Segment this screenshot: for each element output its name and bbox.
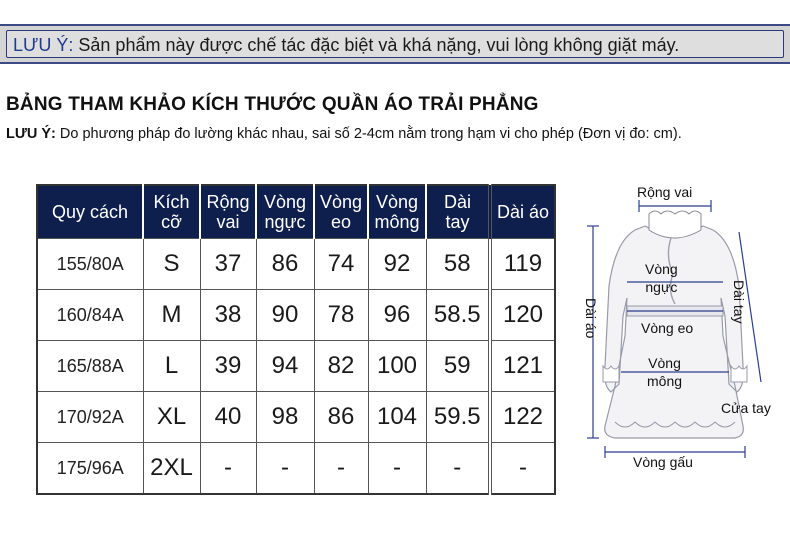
header-shoulder: Rộng vai xyxy=(200,185,256,239)
table-row xyxy=(37,341,555,392)
header-size: Kích cỡ xyxy=(143,185,200,239)
cell-length: 119 xyxy=(490,239,555,290)
header-waist: Vòng eo xyxy=(314,185,368,239)
cell-shoulder: 40 xyxy=(200,392,256,443)
cell-size: L xyxy=(143,341,200,392)
cell-hip: - xyxy=(368,443,426,495)
cell-shoulder: 38 xyxy=(200,290,256,341)
cell-length: 120 xyxy=(490,290,555,341)
cell-shoulder: 39 xyxy=(200,341,256,392)
collar-ruffle xyxy=(649,211,701,238)
notice-lead: LƯU Ý: xyxy=(13,35,74,55)
cell-spec: 155/80A xyxy=(37,239,143,290)
notice-text xyxy=(13,35,679,56)
label-cuff: Cửa tay xyxy=(721,400,771,416)
label-dress-length: Dài áo xyxy=(583,298,599,339)
cell-size: S xyxy=(143,239,200,290)
cell-hip: 100 xyxy=(368,341,426,392)
cell-spec: 165/88A xyxy=(37,341,143,392)
cell-length: 122 xyxy=(490,392,555,443)
cell-chest: 98 xyxy=(256,392,314,443)
cell-chest: 86 xyxy=(256,239,314,290)
table-row xyxy=(37,392,555,443)
cell-sleeve: 58 xyxy=(426,239,490,290)
table-header-row xyxy=(37,185,555,239)
cell-hip: 96 xyxy=(368,290,426,341)
cell-chest: 90 xyxy=(256,290,314,341)
header-spec: Quy cách xyxy=(37,185,143,239)
cell-hip: 92 xyxy=(368,239,426,290)
cell-size: 2XL xyxy=(143,443,200,495)
header-sleeve: Dài tay xyxy=(426,185,490,239)
notice-banner xyxy=(0,24,790,64)
dress-illustration xyxy=(575,186,780,486)
note-lead: LƯU Ý: xyxy=(6,126,56,142)
measurement-note xyxy=(6,126,682,142)
cell-chest: - xyxy=(256,443,314,495)
cell-sleeve: 59 xyxy=(426,341,490,392)
label-hem: Vòng gấu xyxy=(633,454,693,470)
cell-sleeve: 59.5 xyxy=(426,392,490,443)
label-hip: Vòng mông xyxy=(647,355,683,389)
header-hip: Vòng mông xyxy=(368,185,426,239)
cuff-left xyxy=(603,366,619,382)
cell-size: M xyxy=(143,290,200,341)
cell-hip: 104 xyxy=(368,392,426,443)
cell-spec: 175/96A xyxy=(37,443,143,495)
label-chest: Vòng ngực xyxy=(645,261,678,295)
note-body: Do phương pháp đo lường khác nhau, sai số 2-4cm nằm trong hạm vi cho phép (Đơn vị đo: cm). xyxy=(59,126,682,142)
page-title: BẢNG THAM KHẢO KÍCH THƯỚC QUẦN ÁO TRẢI PHẲNG xyxy=(6,94,539,115)
cell-length: 121 xyxy=(490,341,555,392)
notice-box xyxy=(6,30,784,58)
cell-spec: 160/84A xyxy=(37,290,143,341)
cell-sleeve: 58.5 xyxy=(426,290,490,341)
cell-chest: 94 xyxy=(256,341,314,392)
label-sleeve-length: Dài tay xyxy=(731,280,747,324)
header-length: Dài áo xyxy=(490,185,555,239)
table-row xyxy=(37,239,555,290)
cell-size: XL xyxy=(143,392,200,443)
table-row xyxy=(37,290,555,341)
cell-spec: 170/92A xyxy=(37,392,143,443)
label-waist: Vòng eo xyxy=(641,320,694,336)
label-shoulder: Rộng vai xyxy=(637,184,693,200)
cell-sleeve: - xyxy=(426,443,490,495)
cell-shoulder: 37 xyxy=(200,239,256,290)
cell-waist: 86 xyxy=(314,392,368,443)
cell-shoulder: - xyxy=(200,443,256,495)
measurement-diagram xyxy=(575,186,780,486)
cell-waist: 82 xyxy=(314,341,368,392)
table-row xyxy=(37,443,555,495)
cell-waist: - xyxy=(314,443,368,495)
header-chest: Vòng ngực xyxy=(256,185,314,239)
cell-waist: 74 xyxy=(314,239,368,290)
cell-length: - xyxy=(490,443,555,495)
notice-body: Sản phẩm này được chế tác đặc biệt và khá nặng, vui lòng không giặt máy. xyxy=(78,35,680,55)
cuff-right xyxy=(731,366,747,382)
size-table xyxy=(36,184,556,495)
cell-waist: 78 xyxy=(314,290,368,341)
